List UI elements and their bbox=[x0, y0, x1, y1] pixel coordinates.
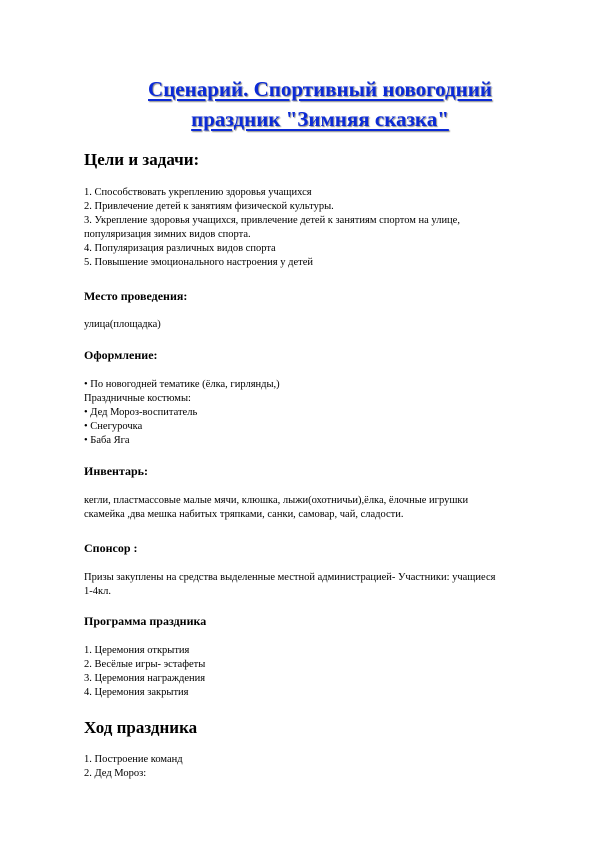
list-item: 2. Весёлые игры- эстафеты bbox=[84, 659, 206, 670]
sponsor-text bbox=[84, 571, 554, 599]
decor-list bbox=[84, 378, 554, 448]
list-item: 3. Церемония награждения bbox=[84, 673, 206, 684]
list-item: 4. Церемония закрытия bbox=[84, 687, 189, 698]
title-line-2: праздник "Зимняя сказка" bbox=[191, 107, 449, 131]
goals-heading: Цели и задачи: bbox=[84, 150, 200, 169]
list-item: • Снегурочка bbox=[84, 421, 143, 432]
list-item: 1. Способствовать укреплению здоровья учащихся bbox=[84, 187, 312, 198]
list-item: 3. Укрепление здоровья учащихся, привлечение детей к занятиям спортом на улице, bbox=[84, 215, 460, 226]
inventory-heading: Инвентарь: bbox=[84, 464, 149, 478]
list-item: 2. Привлечение детей к занятиям физической культуры. bbox=[84, 201, 334, 212]
list-item: • Дед Мороз-воспитатель bbox=[84, 407, 198, 418]
document-title bbox=[80, 74, 560, 134]
list-item: Призы закуплены на средства выделенные местной администрацией- Участники: учащиеся bbox=[84, 572, 496, 583]
list-item: • По новогодней тематике (ёлка, гирлянды,) bbox=[84, 379, 280, 390]
sponsor-heading: Спонсор : bbox=[84, 541, 138, 555]
venue-text bbox=[84, 318, 554, 332]
list-item: • Баба Яга bbox=[84, 435, 130, 446]
list-item: Праздничные костюмы: bbox=[84, 393, 191, 404]
list-item: кегли, пластмассовые малые мячи, клюшка, лыжи(охотничьи),ёлка, ёлочные игрушки bbox=[84, 495, 469, 506]
decor-heading: Оформление: bbox=[84, 348, 158, 362]
list-item: 1. Церемония открытия bbox=[84, 645, 190, 656]
list-item: 1-4кл. bbox=[84, 586, 111, 597]
list-item: популяризация зимних видов спорта. bbox=[84, 229, 251, 240]
list-item: скамейка ,два мешка набитых тряпками, санки, самовар, чай, сладости. bbox=[84, 509, 404, 520]
goals-list bbox=[84, 186, 554, 270]
venue-value: улица(площадка) bbox=[84, 319, 161, 330]
venue-heading: Место проведения: bbox=[84, 289, 188, 303]
list-item: 5. Повышение эмоционального настроения у детей bbox=[84, 257, 313, 268]
inventory-list bbox=[84, 494, 554, 522]
program-list bbox=[84, 644, 554, 700]
list-item: 2. Дед Мороз: bbox=[84, 768, 147, 779]
program-heading: Программа праздника bbox=[84, 614, 207, 628]
list-item: 1. Построение команд bbox=[84, 754, 183, 765]
course-heading: Ход праздника bbox=[84, 718, 198, 737]
course-list bbox=[84, 753, 554, 781]
title-line-1: Сценарий. Спортивный новогодний bbox=[148, 77, 492, 101]
list-item: 4. Популяризация различных видов спорта bbox=[84, 243, 276, 254]
